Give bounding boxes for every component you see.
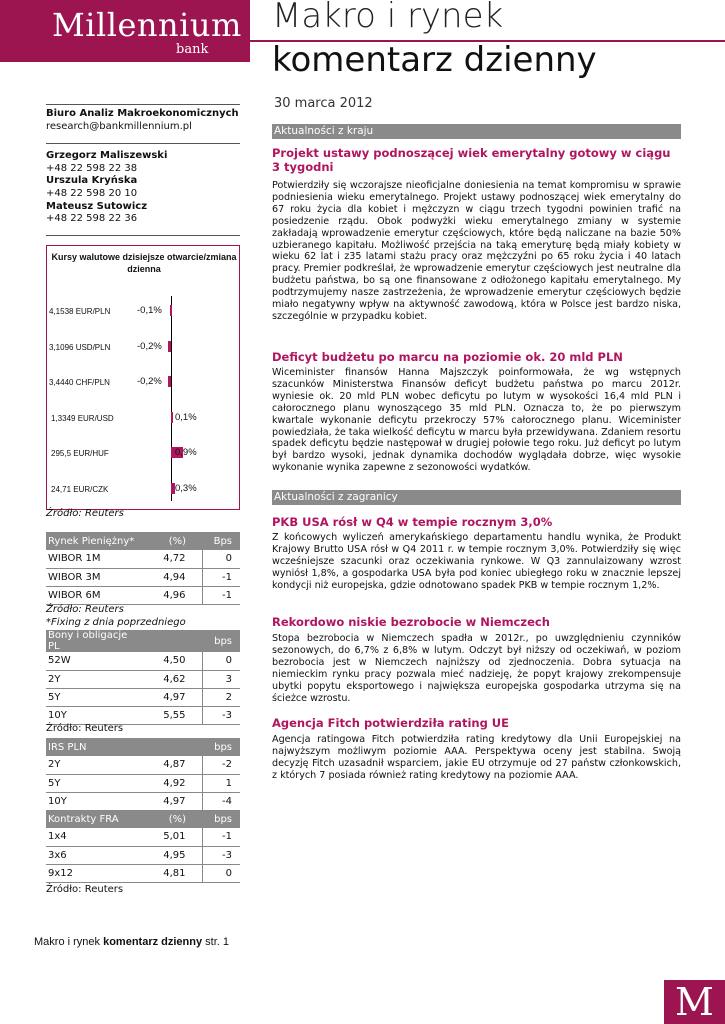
table-header-cell: Kontrakty FRA [46,810,136,828]
analyst-list [46,144,240,236]
report-title-line1: Makro i rynek [272,0,504,36]
table-header-cell: (%) [136,810,202,828]
fx-chart-category-label: 295,5 EUR/HUF [51,449,109,458]
table-cell: 3 [202,670,240,688]
table-header-cell: bps [202,630,240,652]
brand-name: Millennium [52,6,242,44]
table-cell: 1x4 [46,828,136,846]
table-cell: 4,97 [136,688,202,706]
table-cell: 2 [202,688,240,706]
section-foreign: Aktualności z zagranicy [272,490,681,505]
money-market-table [46,532,240,605]
table-row [46,688,240,706]
table-cell: -3 [202,846,240,864]
table-header-cell: Bps [202,532,240,550]
table-cell: 4,95 [136,846,202,864]
analyst-phone: +48 22 598 22 38 [46,162,138,174]
table-row [46,846,240,864]
brand-sub: bank [176,42,209,57]
table-row [46,756,240,774]
article-body: Z końcowych wyliczeń amerykańskiego departamentu handlu wynika, że Produkt Krajowy Brutto USA rósł w Q4 2011 r. w tempie rocznym 3,0%. Potwierdziły się więc wcześniejsze szacunki oraz oczekiwania rynkowe. W Q3 zannulaizowany wzrost wyniósł 1,8%, a gospodarka USA była pod koniec ubiegłego roku w znacznie lepszej kondycji niż europejska, gdzie odnotowano spadek PKB w tempie rocznym 1,2%. [272,532,681,591]
table-row [46,670,240,688]
table-cell: 0 [202,864,240,882]
table-cell: -3 [202,706,240,724]
table-row [46,550,240,568]
fx-chart-value-label: 0,3% [175,482,197,494]
article-title: Projekt ustawy podnoszącej wiek emerytalny gotowy w ciągu 3 tygodni [272,146,671,174]
table-cell: 9x12 [46,864,136,882]
table-cell: 4,62 [136,670,202,688]
table-cell: 5,01 [136,828,202,846]
article-body: Stopa bezrobocia w Niemczech spadła w 2012r., po uwzględnieniu czynników sezonowych, do 6,7% z 6,8% w lutym. Odczyt był niższy od oczekiwań, w poziom bezrobocia jest w Niemczech najniższy od zjednoczenia. Dobra sytuacja na niemieckim rynku pracy pozwala mieć nadzieję, że popyt krajowy zrekompensuje ubytki popytu eksportowego i największa europejska gospodarka utrzyma się na ścieżce wzrostu. [272,633,681,704]
fx-chart-row [47,411,241,425]
fx-chart-value-label: 0,1% [175,411,197,423]
table-row [46,568,240,586]
table-cell: 5Y [46,774,136,792]
table-cell: 10Y [46,792,136,810]
fx-chart-value-label: -0,2% [137,340,162,352]
analyst-phone: +48 22 598 22 36 [46,213,138,225]
footer-page: str. 1 [202,936,230,948]
fx-chart-title: Kursy walutowe dzisiejsze otwarcie/zmiana dzienna [51,252,237,274]
brand-logo [0,0,250,62]
table-cell: 2Y [46,670,136,688]
table-cell: 3x6 [46,846,136,864]
table-cell: 4,96 [136,586,202,604]
fx-chart-category-label: 3,4440 CHF/PLN [49,378,110,387]
fx-chart-category-label: 3,1096 USD/PLN [49,342,111,352]
fx-chart-axis [171,296,172,501]
table-cell: 10Y [46,706,136,724]
fx-chart-bar [170,305,172,316]
section-domestic: Aktualności z kraju [272,124,681,139]
footer-prefix: Makro i rynek [34,936,104,948]
article-title: Deficyt budżetu po marcu na poziomie ok. 20 mld PLN [272,350,623,364]
table-header-row [46,738,240,756]
irs-table [46,738,240,883]
office-email: research@bankmillennium.pl [46,120,192,132]
article-title: Agencja Fitch potwierdziła rating UE [272,716,509,730]
office-name: Biuro Analiz Makroekonomicznych [46,108,239,119]
table-cell: 4,50 [136,652,202,670]
table-cell: 52W [46,652,136,670]
article-body: Agencja ratingowa Fitch potwierdziła rating kredytowy dla Unii Europejskiej na najwyższym możliwym poziomie AAA. Perspektywa oceny jest stabilna. Swoją decyzję Fitch uzasadnił wsparciem, jakie EU otrzymuje od 27 państw członkowskich, z których 7 posiada również rating kredytowy na poziomie AAA. [272,734,681,781]
table-header-row [46,810,240,828]
table-cell: WIBOR 6M [46,586,136,604]
fx-chart-value-label: -0,2% [137,376,162,387]
bonds-table [46,630,240,725]
table-cell: 5,55 [136,706,202,724]
table-cell: 2Y [46,756,136,774]
table-cell: -1 [202,828,240,846]
footer-bold: komentarz dzienny [103,936,203,948]
table-row [46,652,240,670]
table-header-cell: IRS PLN [46,738,136,756]
table-row [46,586,240,604]
fra-source: Źródło: Reuters [46,884,124,895]
page-footer [34,936,229,948]
fx-chart-row [47,304,241,318]
fx-chart-row [47,446,241,460]
table-cell: 4,92 [136,774,202,792]
table-cell: WIBOR 3M [46,568,136,586]
table-cell: -4 [202,792,240,810]
table-cell: -1 [202,568,240,586]
table-row [46,706,240,724]
analyst-name: Grzegorz Maliszewski [46,150,168,162]
fx-chart [46,245,240,510]
fx-chart-row [47,340,241,354]
fx-source: Źródło: Reuters [46,508,124,519]
table-cell: 4,97 [136,792,202,810]
table-cell: WIBOR 1M [46,550,136,568]
article-title: Rekordowo niskie bezrobocie w Niemczech [272,615,550,629]
table-cell: 4,87 [136,756,202,774]
table-header-row [46,630,240,652]
analyst-name: Mateusz Sutowicz [46,200,148,212]
fx-chart-bar [168,341,171,352]
analyst-name: Urszula Kryńska [46,175,138,187]
corner-logo: M [664,980,725,1024]
table-header-cell: Bony i obligacje PL [46,630,136,652]
table-header-cell [136,738,202,756]
table-header-cell [136,630,202,652]
money-market-source: Źródło: Reuters [46,604,124,615]
table-cell: -1 [202,586,240,604]
table-row [46,774,240,792]
office-block [46,104,240,144]
fx-chart-row [47,482,241,496]
fx-chart-bar [171,412,173,423]
table-cell: 5Y [46,688,136,706]
table-header-cell: bps [202,810,240,828]
money-market-note: *Fixing z dnia poprzedniego [46,617,186,628]
report-title-line2: komentarz dzienny [272,40,597,80]
table-header-row [46,532,240,550]
table-row [46,792,240,810]
article-body: Potwierdziły się wczorajsze nieoficjalne doniesienia na temat kompromisu w sprawie podniesienia wieku emerytalnego. Projekt ustawy podnoszącej wiek emerytalny do 67 roku życia dla kobiet i mężczyzn w ciągu trzech tygodni powinien trafić na posiedzenie rządu. Obok podwyżki wieku emerytalnego zmiany w systemie zakładają wprowadzenie emerytur częściowych, które będą naliczane na bazie 50% uzbieranego kapitału. Możliwość przejścia na taką emeryturę będą miały kobiety w wieku 62 lat i z35 latami stażu pracy oraz mężczyźni po 65 roku życia i 40 latach pracy. Premier podkreślał, że wprowadzenie emerytur częściowych jest neutralne dla budżetu państwa, bo są one finansowane z odłożonego kapitału emerytalnego. My podtrzymujemy nasze zastrzeżenia, że wprowadzenie emerytur częściowych będzie miało negatywny wpływ na aktywność zawodową, która w Polsce jest bardzo niska, szczególnie w przypadku kobiet. [272,180,681,322]
table-cell: 0 [202,652,240,670]
bonds-source: Źródło: Reuters [46,723,124,734]
table-header-cell: bps [202,738,240,756]
fx-chart-row [47,375,241,389]
table-row [46,864,240,882]
table-cell: 0 [202,550,240,568]
table-cell: -2 [202,756,240,774]
table-cell: 1 [202,774,240,792]
fx-chart-category-label: 1,3349 EUR/USD [51,413,114,423]
fx-chart-category-label: 4,1538 EUR/PLN [49,307,111,316]
table-cell: 4,94 [136,568,202,586]
table-row [46,828,240,846]
analyst-phone: +48 22 598 20 10 [46,187,138,199]
fx-chart-value-label: -0,1% [137,305,162,316]
fx-chart-value-label: 0,9% [175,447,197,458]
article-title: PKB USA rósł w Q4 w tempie rocznym 3,0% [272,515,553,529]
table-header-cell: (%) [136,532,202,550]
article-body: Wiceminister finansów Hanna Majszczyk poinformowała, że wg wstępnych szacunków Ministerstwa Finansów deficyt budżetu państwa po marcu 2012r. wyniesie ok. 20 mld PLN wobec deficytu po lutym w wysokości 16,4 mld PLN i całorocznego planu wynoszącego 35 mld PLN. Oznacza to, że po pierwszym kwartale wykonanie deficytu przekroczy 57% całorocznego planu. Wiceminister powiedziała, że taka wielkość deficytu w marcu była przewidywana. Zdaniem resortu spadek deficytu będzie następował w drugiej połowie tego roku. Już deficyt po lutym był bardzo wysoki, jednak dynamika dochodów wyglądała dobrze, więc wysokie wykonanie wynika zapewne z sezonowości wydatków. [272,367,681,474]
table-cell: 4,72 [136,550,202,568]
report-date: 30 marca 2012 [274,96,373,111]
table-cell: 4,81 [136,864,202,882]
table-header-cell: Rynek Pieniężny* [46,532,136,550]
contact-panel [46,104,240,236]
fx-chart-category-label: 24,71 EUR/CZK [51,484,109,494]
fx-chart-bar [168,376,171,387]
